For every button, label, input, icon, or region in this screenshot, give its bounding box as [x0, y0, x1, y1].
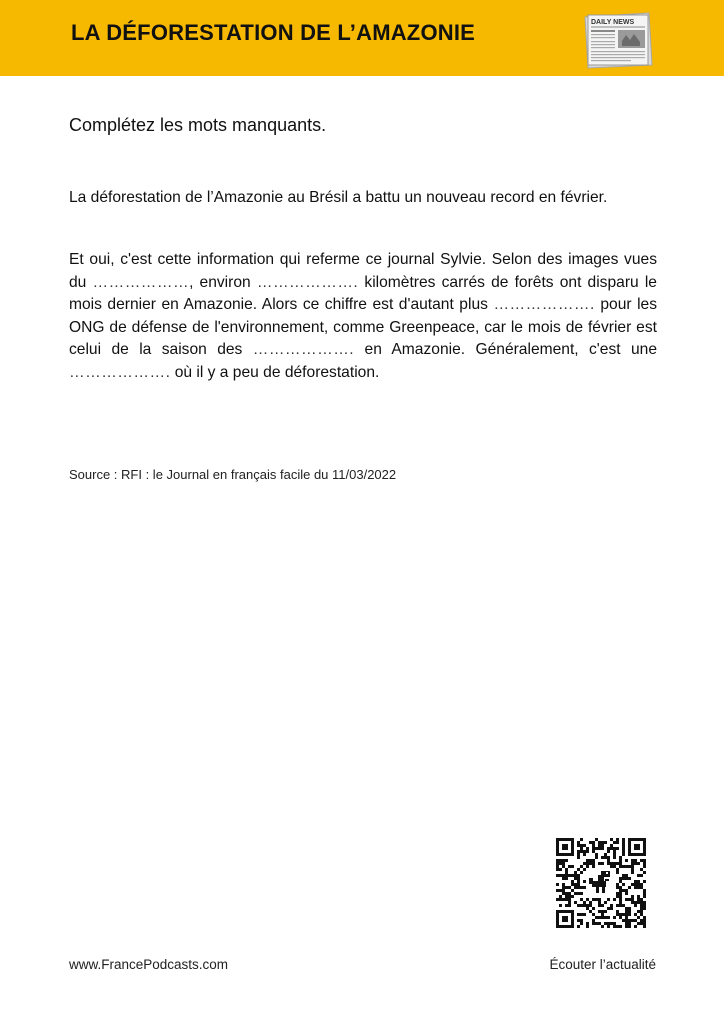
source-citation: Source : RFI : le Journal en français facile du 11/03/2022	[69, 467, 397, 482]
fill-blank-3: ……………….	[493, 296, 595, 313]
text-segment: Et oui, c'est cette information qui referme ce journal Sylvie. Selon des images vues du	[69, 251, 657, 291]
text-segment: où il y a peu de déforestation.	[170, 363, 380, 381]
qr-code-dinosaur-icon[interactable]	[556, 838, 646, 928]
website-link[interactable]: www.FrancePodcasts.com	[69, 957, 229, 972]
text-segment: , environ	[189, 273, 257, 291]
paragraph-intro: La déforestation de l’Amazonie au Brésil a battu un nouveau record en février.	[69, 189, 608, 206]
listen-news-label: Écouter l’actualité	[549, 957, 656, 972]
fill-blank-5: ……………….	[69, 363, 171, 381]
text-segment: pour les ONG de défense de l'environnement, comme Greenpeace, car le mois de février est celui de la saison des	[69, 296, 658, 358]
text-segment: kilomètres carrés de forêts ont disparu le mois dernier en Amazonie. Alors ce chiffre est d'autant plus	[69, 273, 657, 313]
fill-blank-4: ……………….	[252, 341, 355, 358]
fill-blank-2: ……………….	[256, 273, 359, 291]
svg-text:DAILY NEWS: DAILY NEWS	[591, 19, 635, 26]
page-title: LA DÉFORESTATION DE L’AMAZONIE	[71, 20, 476, 45]
text-segment: en Amazonie. Généralement, c'est une	[354, 341, 657, 358]
fill-blank-1: ………………	[92, 273, 190, 291]
paragraph-body	[69, 249, 657, 384]
newspaper-icon	[582, 11, 654, 69]
instruction-text: Complétez les mots manquants.	[69, 115, 327, 135]
header-banner	[0, 0, 724, 76]
